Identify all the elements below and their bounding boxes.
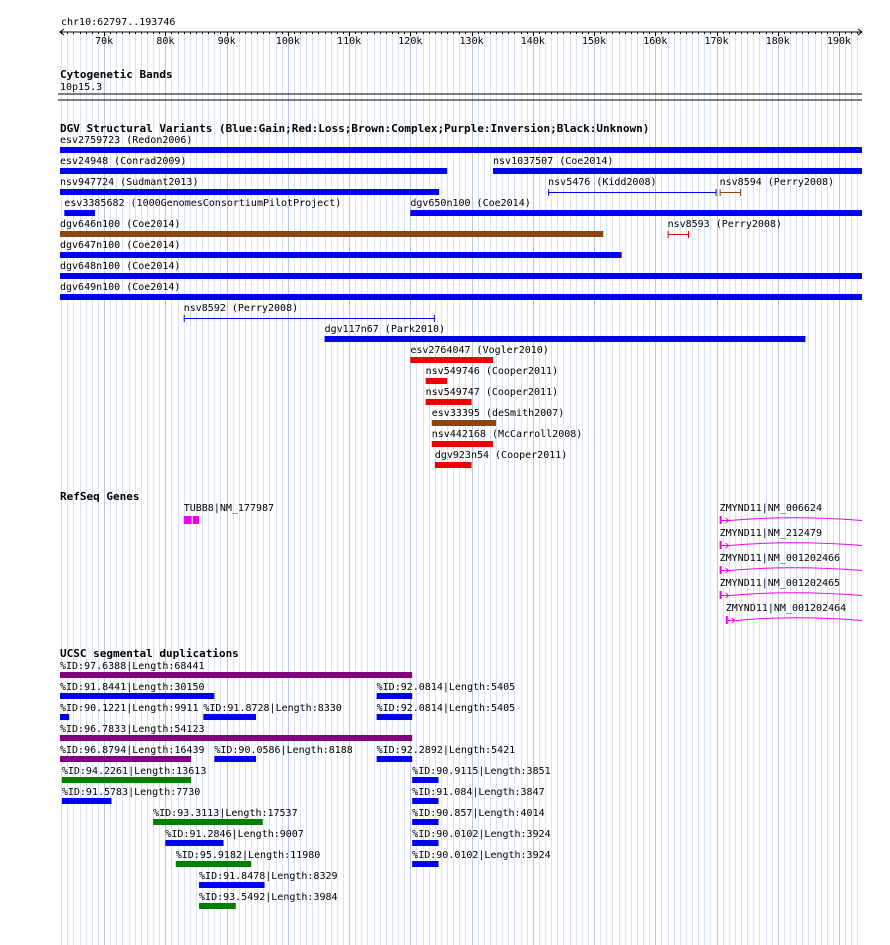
segdup-feature-bar [60, 756, 191, 762]
ruler-tick-label: 120k [398, 36, 423, 47]
segdup-feature-bar [62, 777, 191, 783]
segdup-feature-bar [412, 819, 438, 825]
segdup-track-title: UCSC segmental duplications [60, 647, 239, 660]
ruler-tick-label: 100k [275, 36, 300, 47]
segdup-feature-bar [412, 798, 438, 804]
refseq-exon [720, 516, 722, 524]
segdup-feature[interactable] [62, 766, 207, 783]
segdup-feature-label: %ID:91.8728|Length:8330 [203, 703, 342, 714]
segdup-feature[interactable] [203, 703, 341, 720]
cytoband-label: 10p15.3 [60, 82, 103, 93]
ruler-tick-label: 90k [217, 36, 236, 47]
refseq-exon [720, 591, 722, 599]
segdup-feature-label: %ID:96.8794|Length:16439 [60, 745, 205, 756]
segdup-feature-label: %ID:90.0102|Length:3924 [412, 850, 551, 861]
dgv-feature-label: nsv8592 (Perry2008) [183, 303, 299, 314]
dgv-track-title: DGV Structural Variants (Blue:Gain;Red:Loss;Brown:Complex;Purple:Inversion;Black:Unknown) [60, 122, 650, 135]
dgv-feature-label: nsv442168 (McCarroll2008) [431, 429, 583, 440]
refseq-intron [730, 593, 862, 596]
segdup-feature-label: %ID:91.5783|Length:7730 [61, 787, 201, 798]
dgv-feature-bar [410, 357, 493, 363]
segdup-feature[interactable] [60, 661, 412, 678]
refseq-intron [730, 543, 862, 546]
dgv-feature-label: nsv549746 (Cooper2011) [425, 366, 559, 377]
dgv-feature-bar [435, 462, 472, 468]
segdup-feature[interactable] [214, 745, 352, 762]
segdup-feature-label: %ID:90.9115|Length:3851 [412, 766, 551, 777]
refseq-gene-label: ZMYND11|NM_006624 [719, 503, 822, 514]
dgv-feature-bar [64, 210, 95, 216]
dgv-feature-bar [432, 420, 496, 426]
ruler-tick-label: 110k [337, 36, 362, 47]
segdup-feature-label: %ID:97.6388|Length:68441 [60, 661, 205, 672]
dgv-feature-bar [60, 273, 862, 279]
refseq-exon [726, 616, 728, 624]
dgv-feature-label: nsv5476 (Kidd2008) [548, 177, 657, 188]
dgv-feature[interactable] [548, 177, 716, 196]
dgv-feature-bar [60, 231, 603, 237]
segdup-feature-bar [165, 840, 223, 846]
segdup-feature-bar [412, 840, 438, 846]
dgv-feature[interactable] [435, 450, 567, 468]
ruler-tick-label: 170k [704, 36, 729, 47]
refseq-track [60, 490, 862, 624]
ruler-tick-label: 150k [582, 36, 607, 47]
segdup-feature-label: %ID:90.1221|Length:9911 [60, 703, 199, 714]
dgv-feature[interactable] [60, 240, 622, 258]
ruler-tick-label: 180k [765, 36, 790, 47]
segdup-feature-bar [203, 714, 256, 720]
dgv-feature-label: esv24948 (Conrad2009) [60, 156, 187, 167]
segdup-feature-label: %ID:90.857|Length:4014 [412, 808, 545, 819]
dgv-feature-label: dgv647n100 (Coe2014) [60, 240, 181, 251]
refseq-intron [730, 568, 862, 571]
segdup-feature-bar [214, 756, 256, 762]
dgv-feature-label: dgv646n100 (Coe2014) [60, 219, 181, 230]
segdup-feature[interactable] [165, 829, 303, 846]
segdup-feature-bar [60, 672, 412, 678]
segdup-feature-bar [176, 861, 251, 867]
dgv-feature-bar [60, 147, 862, 153]
dgv-feature[interactable] [410, 345, 548, 363]
refseq-gene[interactable] [726, 603, 862, 624]
dgv-feature-label: dgv923n54 (Cooper2011) [434, 450, 568, 461]
segdup-feature-label: %ID:91.8478|Length:8329 [199, 871, 338, 882]
segdup-feature-bar [60, 693, 214, 699]
segdup-feature-label: %ID:91.8441|Length:30150 [60, 682, 205, 693]
segdup-feature-bar [377, 693, 413, 699]
dgv-feature-label: dgv648n100 (Coe2014) [60, 261, 181, 272]
dgv-feature-bar [410, 210, 862, 216]
dgv-feature[interactable] [184, 303, 435, 322]
segdup-feature[interactable] [153, 808, 297, 825]
dgv-feature[interactable] [432, 429, 583, 447]
segdup-feature-label: %ID:96.7833|Length:54123 [60, 724, 205, 735]
refseq-gene[interactable] [184, 503, 274, 524]
segdup-feature[interactable] [60, 682, 214, 699]
dgv-feature-bar [60, 294, 862, 300]
dgv-feature-bar [325, 336, 806, 342]
segdup-feature[interactable] [176, 850, 321, 867]
dgv-feature[interactable] [426, 387, 558, 405]
segdup-feature[interactable] [412, 850, 550, 867]
refseq-gene-label: TUBB8|NM_177987 [183, 503, 275, 514]
dgv-feature[interactable] [60, 156, 447, 174]
segdup-track [60, 647, 551, 909]
segdup-feature-bar [377, 756, 413, 762]
segdup-feature[interactable] [199, 892, 337, 909]
segdup-feature[interactable] [60, 745, 205, 762]
segdup-feature-bar [377, 714, 413, 720]
refseq-track-title: RefSeq Genes [60, 490, 140, 503]
refseq-intron [730, 518, 862, 521]
segdup-feature-bar [199, 903, 236, 909]
ruler-tick-label: 140k [520, 36, 545, 47]
segdup-feature-label: %ID:92.0814|Length:5405 [376, 703, 516, 714]
segdup-feature-bar [60, 714, 69, 720]
segdup-feature-bar [153, 819, 263, 825]
refseq-gene-label: ZMYND11|NM_001202466 [719, 553, 841, 564]
dgv-feature-bar [60, 189, 439, 195]
refseq-exon [720, 566, 722, 574]
ruler-tick-label: 80k [156, 36, 175, 47]
ruler-tick-label: 130k [459, 36, 484, 47]
dgv-feature-bar [432, 441, 493, 447]
segdup-feature-label: %ID:91.084|Length:3847 [412, 787, 545, 798]
ruler-tick-label: 70k [95, 36, 114, 47]
dgv-feature-label: nsv8593 (Perry2008) [667, 219, 782, 230]
refseq-gene-label: ZMYND11|NM_001202465 [719, 578, 841, 589]
ruler-tick-label: 190k [827, 36, 852, 47]
segdup-feature-bar [199, 882, 265, 888]
dgv-feature[interactable] [493, 156, 862, 174]
dgv-feature[interactable] [410, 198, 862, 216]
dgv-feature-bar [493, 168, 862, 174]
dgv-feature[interactable] [426, 366, 558, 384]
segdup-feature-bar [62, 798, 112, 804]
dgv-feature-label: nsv947724 (Sudmant2013) [60, 177, 199, 188]
segdup-feature-bar [60, 735, 412, 741]
segdup-feature[interactable] [377, 682, 515, 699]
segdup-feature-label: %ID:90.0586|Length:8188 [214, 745, 353, 756]
dgv-feature-label: dgv650n100 (Coe2014) [410, 198, 531, 209]
segdup-feature[interactable] [412, 766, 550, 783]
refseq-gene-label: ZMYND11|NM_212479 [719, 528, 822, 539]
dgv-feature[interactable] [60, 177, 439, 195]
segdup-feature-label: %ID:92.2892|Length:5421 [376, 745, 516, 756]
dgv-feature-bar [426, 399, 472, 405]
dgv-feature[interactable] [668, 219, 782, 238]
dgv-feature-label: esv3385682 (1000GenomesConsortiumPilotProject) [64, 198, 342, 209]
segdup-feature[interactable] [62, 787, 200, 804]
segdup-feature-label: %ID:95.9182|Length:11980 [175, 850, 321, 861]
segdup-feature[interactable] [377, 745, 515, 762]
dgv-feature-bar [60, 168, 447, 174]
segdup-feature[interactable] [377, 703, 515, 720]
segdup-feature-label: %ID:91.2846|Length:9007 [165, 829, 304, 840]
segdup-feature-label: %ID:93.5492|Length:3984 [199, 892, 338, 903]
refseq-exon [184, 516, 199, 524]
ruler-title: chr10:62797..193746 [61, 17, 176, 28]
dgv-feature-label: esv33395 (deSmith2007) [431, 408, 565, 419]
segdup-feature[interactable] [60, 724, 412, 741]
dgv-feature-label: dgv117n67 (Park2010) [324, 324, 446, 335]
segdup-feature-bar [412, 861, 438, 867]
segdup-features [60, 661, 551, 909]
dgv-feature[interactable] [325, 324, 806, 342]
segdup-feature-label: %ID:90.0102|Length:3924 [412, 829, 551, 840]
refseq-features [184, 503, 862, 624]
dgv-feature-label: nsv1037507 (Coe2014) [493, 156, 614, 167]
refseq-exon [720, 541, 722, 549]
dgv-feature-label: esv2759723 (Redon2006) [60, 135, 193, 146]
refseq-intron [736, 618, 862, 621]
dgv-feature[interactable] [720, 177, 834, 196]
dgv-feature-label: dgv649n100 (Coe2014) [60, 282, 181, 293]
segdup-feature-label: %ID:93.3113|Length:17537 [153, 808, 298, 819]
dgv-feature-bar [426, 378, 447, 384]
segdup-feature-label: %ID:94.2261|Length:13613 [61, 766, 207, 777]
segdup-feature[interactable] [412, 829, 550, 846]
segdup-feature[interactable] [199, 871, 337, 888]
cytoband-track-title: Cytogenetic Bands [60, 68, 173, 81]
dgv-feature-bar [60, 252, 622, 258]
dgv-feature-label: nsv8594 (Perry2008) [719, 177, 835, 188]
dgv-feature-label: nsv549747 (Cooper2011) [425, 387, 559, 398]
ruler-tick-label: 160k [643, 36, 668, 47]
refseq-gene-label: ZMYND11|NM_001202464 [725, 603, 847, 614]
dgv-feature[interactable] [432, 408, 564, 426]
dgv-feature-label: esv2764047 (Vogler2010) [410, 345, 549, 356]
segdup-feature-label: %ID:92.0814|Length:5405 [376, 682, 516, 693]
segdup-feature-bar [412, 777, 438, 783]
